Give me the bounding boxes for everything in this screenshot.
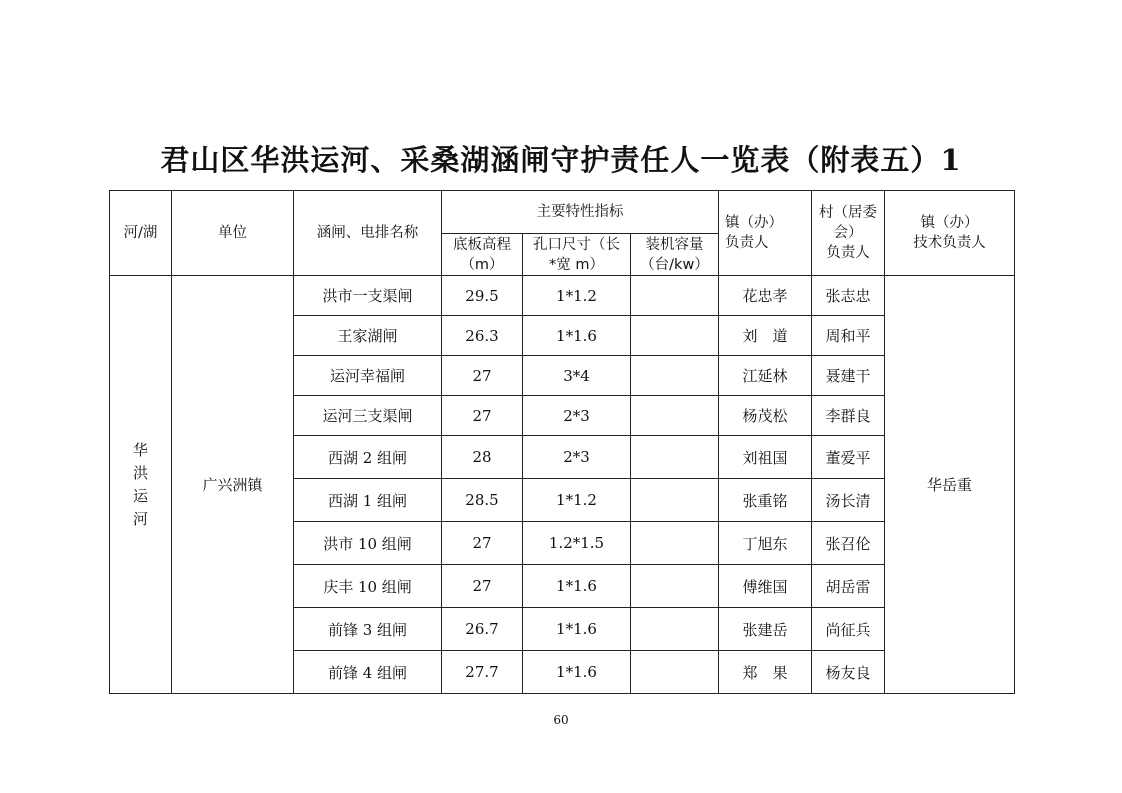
town-responsible: 张建岳 [719,608,812,651]
installed-capacity [631,608,719,651]
river-name-cell [110,276,172,694]
header-village-responsible-line2: 会） [833,225,863,241]
header-floor-elevation [442,234,523,276]
village-responsible: 张志忠 [812,276,885,316]
gate-name: 王家湖闸 [294,316,442,356]
header-installed-capacity [631,234,719,276]
installed-capacity [631,479,719,522]
tech-responsible-cell: 华岳重 [885,276,1015,694]
town-responsible: 郑 果 [719,651,812,694]
installed-capacity [631,436,719,479]
town-responsible: 杨茂松 [719,396,812,436]
floor-elevation: 29.5 [442,276,523,316]
header-installed-capacity-line2: （台/kw） [640,256,709,273]
floor-elevation: 27 [442,356,523,396]
header-village-responsible [812,191,885,276]
installed-capacity [631,356,719,396]
village-responsible: 周和平 [812,316,885,356]
opening-size: 1*1.6 [523,651,631,694]
floor-elevation: 27.7 [442,651,523,694]
village-responsible: 尚征兵 [812,608,885,651]
opening-size: 1*1.6 [523,316,631,356]
town-responsible: 丁旭东 [719,522,812,565]
floor-elevation: 27 [442,396,523,436]
village-responsible: 李群良 [812,396,885,436]
unit-name-cell: 广兴洲镇 [172,276,294,694]
gate-name: 洪市一支渠闸 [294,276,442,316]
header-floor-elevation-line2: （m） [460,256,504,273]
floor-elevation: 28.5 [442,479,523,522]
installed-capacity [631,565,719,608]
river-name-char: 华 [132,440,148,459]
header-gate-name: 涵闸、电排名称 [294,191,442,276]
installed-capacity [631,522,719,565]
header-floor-elevation-line1: 底板高程 [453,236,511,253]
header-village-responsible-line3: 负责人 [826,245,870,261]
header-village-responsible-line1: 村（居委 [819,205,878,221]
header-unit: 单位 [172,191,294,276]
river-name-char: 河 [132,509,148,528]
floor-elevation: 27 [442,522,523,565]
installed-capacity [631,396,719,436]
village-responsible: 杨友良 [812,651,885,694]
opening-size: 1*1.2 [523,276,631,316]
gate-name: 西湖 2 组闸 [294,436,442,479]
header-tech-responsible-line1: 镇（办） [920,215,979,231]
gate-name: 前锋 3 组闸 [294,608,442,651]
village-responsible: 胡岳雷 [812,565,885,608]
page-number: 60 [553,713,569,727]
floor-elevation: 26.7 [442,608,523,651]
town-responsible: 花忠孝 [719,276,812,316]
floor-elevation: 27 [442,565,523,608]
town-responsible: 张重铭 [719,479,812,522]
header-opening-size-line1: 孔口尺寸（长 [533,236,620,253]
gate-name: 前锋 4 组闸 [294,651,442,694]
floor-elevation: 28 [442,436,523,479]
header-installed-capacity-line1: 装机容量 [645,236,704,253]
gate-name: 运河三支渠闸 [294,396,442,436]
installed-capacity [631,316,719,356]
village-responsible: 张召伦 [812,522,885,565]
header-tech-responsible [885,191,1015,276]
river-name-char: 运 [132,486,148,505]
header-river: 河/湖 [110,191,172,276]
gate-name: 洪市 10 组闸 [294,522,442,565]
opening-size: 1*1.2 [523,479,631,522]
opening-size: 3*4 [523,356,631,396]
header-main-indicators: 主要特性指标 [442,191,719,234]
gate-name: 西湖 1 组闸 [294,479,442,522]
opening-size: 1*1.6 [523,608,631,651]
installed-capacity [631,651,719,694]
village-responsible: 董爱平 [812,436,885,479]
opening-size: 2*3 [523,436,631,479]
header-opening-size-line2: *宽 m） [549,256,604,273]
opening-size: 2*3 [523,396,631,436]
responsibility-table [109,190,1015,694]
floor-elevation: 26.3 [442,316,523,356]
header-town-responsible-line2: 负责人 [725,235,769,251]
opening-size: 1*1.6 [523,565,631,608]
village-responsible: 聂建干 [812,356,885,396]
header-tech-responsible-line2: 技术负责人 [913,235,986,251]
town-responsible: 刘 道 [719,316,812,356]
header-town-responsible [719,191,812,276]
town-responsible: 刘祖国 [719,436,812,479]
town-responsible: 江延林 [719,356,812,396]
header-opening-size [523,234,631,276]
opening-size: 1.2*1.5 [523,522,631,565]
town-responsible: 傅维国 [719,565,812,608]
gate-name: 运河幸福闸 [294,356,442,396]
header-town-responsible-line1: 镇（办） [725,215,784,231]
river-name-char: 洪 [132,463,148,482]
document-title: 君山区华洪运河、采桑湖涵闸守护责任人一览表（附表五）1 [160,143,962,177]
installed-capacity [631,276,719,316]
gate-name: 庆丰 10 组闸 [294,565,442,608]
village-responsible: 汤长清 [812,479,885,522]
